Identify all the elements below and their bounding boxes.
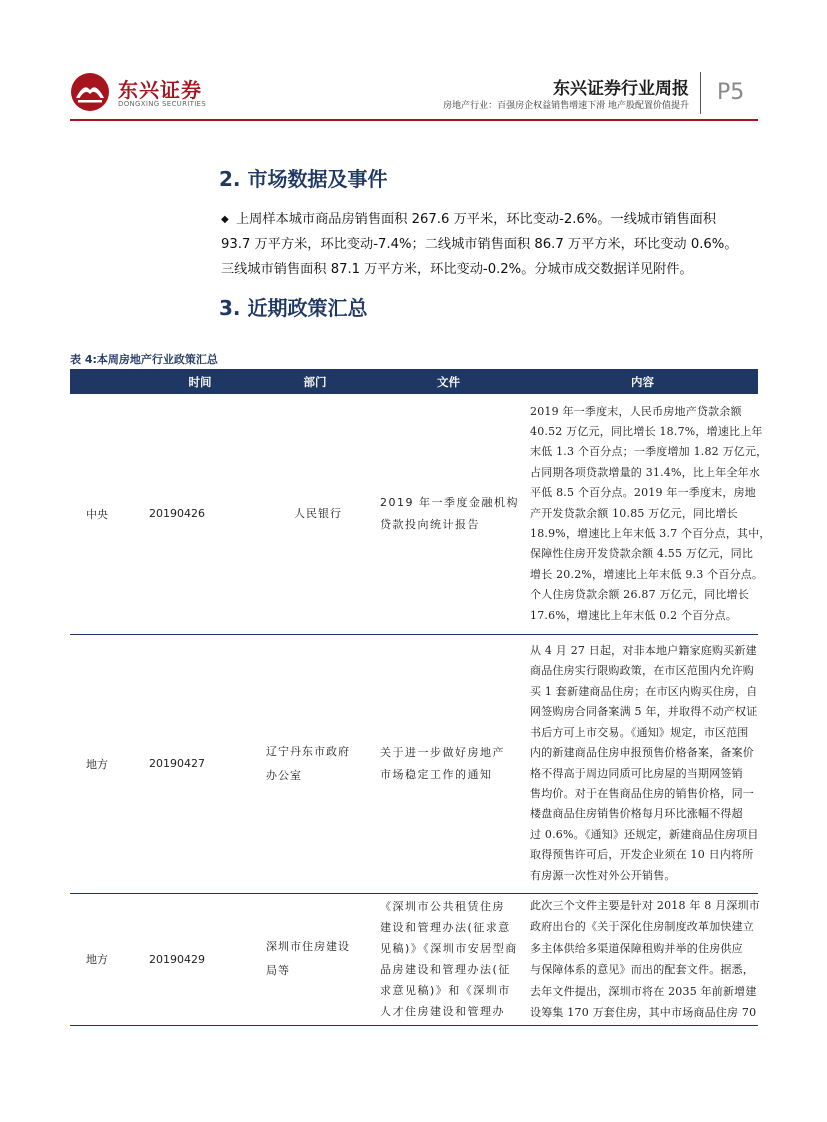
content-line: 此次三个文件主要是针对 2018 年 8 月深圳市 — [530, 898, 760, 912]
dongxing-logo-icon — [70, 72, 110, 112]
content-line: 买 1 套新建商品住房；在市区内购买住房，自 — [530, 684, 758, 698]
content-line: 平低 8.5 个百分点。2019 年一季度末，房地 — [530, 486, 756, 500]
cell-date: 20190429 — [140, 893, 260, 1025]
header-divider — [700, 72, 701, 114]
market-data-paragraph — [221, 207, 761, 282]
cell-level: 中央 — [70, 394, 140, 634]
paragraph-line: 上周样本城市商品房销售面积 267.6 万平米，环比变动-2.6%。一线城市销售面积 — [236, 212, 717, 227]
col-header-content: 内容 — [527, 369, 758, 394]
content-line: 17.6%，增速比上年末低 0.2 个百分点。 — [530, 608, 738, 622]
report-name: 东兴证券行业周报 — [553, 79, 689, 99]
content-line: 产开发贷款余额 10.85 万亿元，同比增长 — [530, 506, 738, 520]
file-line: 品房建设和管理办法(征 — [380, 963, 511, 976]
file-line: 2019 年一季度金融机构 — [380, 495, 519, 509]
cell-date: 20190426 — [140, 394, 260, 634]
table-header-row — [70, 369, 758, 394]
content-line: 有房源一次性对外公开销售。 — [530, 868, 676, 882]
content-line: 过 0.6%。《通知》还规定，新建商品住房项目 — [530, 827, 759, 841]
paragraph-line: 93.7 万平方米，环比变动-7.4%；二线城市销售面积 86.7 万平方米，环比变动 0.6%。 — [221, 237, 738, 252]
dept-line: 辽宁丹东市政府 — [266, 744, 350, 758]
cell-file — [370, 394, 527, 634]
content-line: 增长 20.2%，增速比上年末低 9.3 个百分点。 — [530, 567, 764, 581]
content-line: 40.52 万亿元，同比增长 18.7%，增速比上年 — [530, 424, 763, 438]
policy-table — [70, 369, 771, 1026]
content-line: 设筹集 170 万套住房，其中市场商品住房 70 — [530, 1006, 757, 1019]
content-line: 内的新建商品住房申报预售价格备案，备案价 — [530, 746, 754, 760]
content-line: 网签购房合同备案满 5 年，并取得不动产权证 — [530, 705, 758, 719]
cell-date: 20190427 — [140, 634, 260, 893]
cell-file — [370, 893, 527, 1025]
content-line: 政府出台的《关于深化住房制度改革加快建立 — [530, 920, 754, 933]
table-caption: 表 4:本周房地产行业政策汇总 — [70, 353, 218, 366]
cell-file — [370, 634, 527, 893]
content-line: 商品住房实行限购政策，在市区范围内允许购 — [530, 664, 754, 678]
content-line: 书后方可上市交易。《通知》规定，市区范围 — [530, 725, 749, 739]
col-header-dept: 部门 — [260, 369, 370, 394]
cell-level: 地方 — [70, 634, 140, 893]
dept-line: 局等 — [266, 964, 290, 977]
content-line: 个人住房贷款余额 26.87 万亿元，同比增长 — [530, 588, 750, 602]
col-header-time: 时间 — [140, 369, 260, 394]
file-line: 人才住房建设和管理办 — [380, 1005, 505, 1018]
table-row — [70, 394, 758, 634]
content-line: 楼盘商品住房销售价格每月环比涨幅不得超 — [530, 807, 743, 821]
content-line: 18.9%，增速比上年末低 3.7 个百分点，其中， — [530, 526, 771, 540]
content-line: 去年文件提出，深圳市将在 2035 年前新增建 — [530, 984, 757, 998]
content-line: 保障性住房开发贷款余额 4.55 万亿元，同比 — [530, 547, 754, 561]
bullet-diamond-icon: ◆ — [221, 214, 229, 225]
cell-content — [527, 634, 758, 893]
file-line: 贷款投向统计报告 — [380, 517, 480, 531]
file-line: 建设和管理办法(征求意 — [380, 921, 511, 934]
content-line: 2019 年一季度末，人民币房地产贷款余额 — [530, 404, 742, 418]
cell-level: 地方 — [70, 893, 140, 1025]
content-line: 与保障体系的意见》而出的配套文件。据悉， — [530, 963, 754, 976]
content-line: 售均价。对于在售商品住房的销售价格，同一 — [530, 786, 754, 800]
page-header — [0, 0, 827, 130]
section-2-title: 2. 市场数据及事件 — [219, 167, 388, 191]
page-number: P5 — [717, 80, 745, 105]
logo-english-name: DONGXING SECURITIES — [118, 100, 207, 108]
file-line: 关于进一步做好房地产 — [380, 745, 505, 759]
section-3-title: 3. 近期政策汇总 — [219, 296, 368, 320]
dept-line: 办公室 — [266, 768, 302, 782]
col-header-file: 文件 — [370, 369, 527, 394]
cell-dept — [260, 394, 370, 634]
dept-line: 人民银行 — [294, 506, 342, 520]
report-subtitle: 房地产行业：百强房企权益销售增速下滑 地产股配置价值提升 — [443, 101, 689, 111]
content-line: 格不得高于周边同质可比房屋的当期网签销 — [530, 766, 743, 780]
col-header-level — [70, 369, 140, 394]
paragraph-line: 三线城市销售面积 87.1 万平方米，环比变动-0.2%。分城市成交数据详见附件。 — [221, 262, 693, 277]
file-line: 见稿)》《深圳市安居型商 — [380, 942, 518, 955]
cell-dept — [260, 634, 370, 893]
logo-chinese-name: 东兴证券 — [118, 78, 202, 102]
header-rule — [70, 119, 758, 121]
file-line: 《深圳市公共租赁住房 — [380, 900, 505, 913]
cell-dept — [260, 893, 370, 1025]
cell-content — [527, 893, 758, 1025]
content-line: 末低 1.3 个百分点；一季度增加 1.82 万亿元， — [530, 445, 768, 459]
dept-line: 深圳市住房建设 — [266, 940, 350, 953]
cell-content — [527, 394, 771, 634]
content-line: 占同期各项贷款增量的 31.4%，比上年全年水 — [530, 465, 761, 479]
table-row — [70, 893, 758, 1025]
file-line: 求意见稿)》和《深圳市 — [380, 984, 511, 997]
content-line: 多主体供给多渠道保障租购并举的住房供应 — [530, 941, 743, 955]
table-row — [70, 634, 758, 893]
file-line: 市场稳定工作的通知 — [380, 767, 493, 781]
content-line: 取得预售许可后，开发企业须在 10 日内将所 — [530, 848, 754, 862]
content-line: 从 4 月 27 日起，对非本地户籍家庭购买新建 — [530, 644, 757, 658]
